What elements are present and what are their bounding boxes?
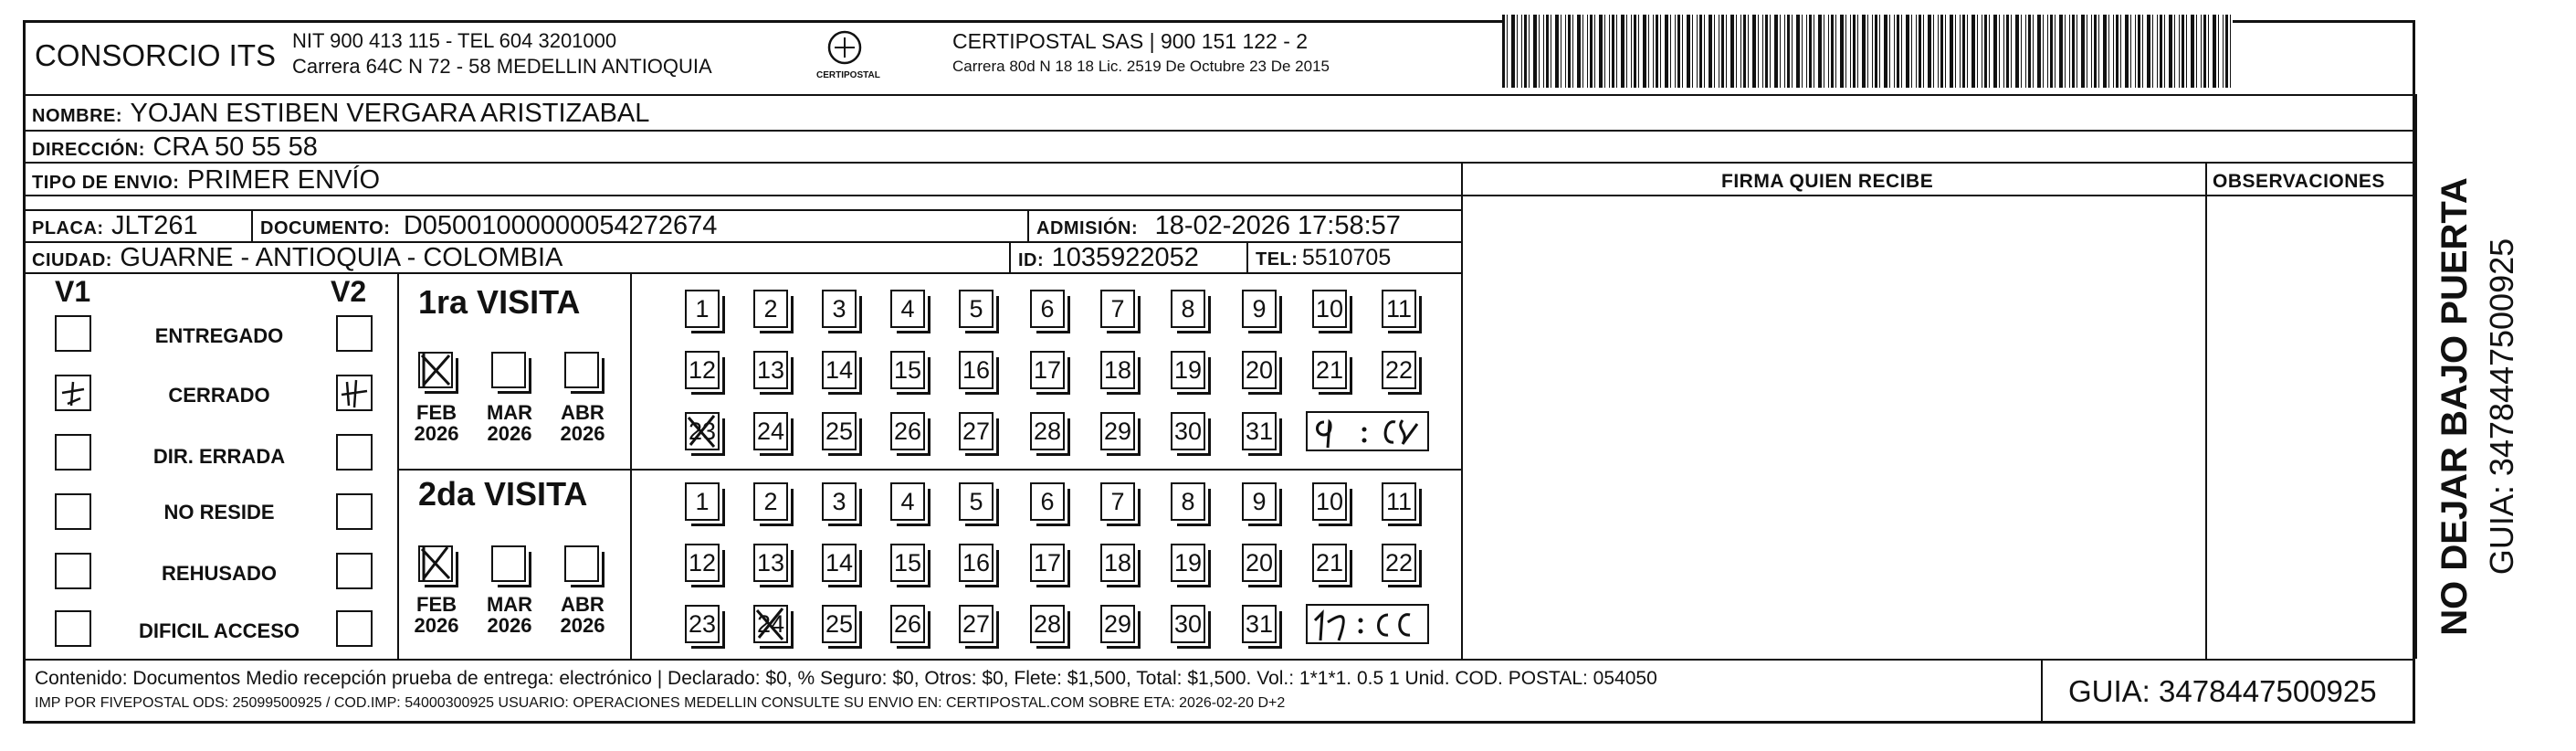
month-year: 2026: [414, 614, 459, 638]
admision-field: [1036, 213, 1401, 239]
v2-day-21[interactable]: 21: [1312, 544, 1347, 582]
tel-value: 5510705: [1301, 245, 1392, 270]
v2-checkbox-dificil-acceso[interactable]: [336, 610, 373, 647]
v1-day-7[interactable]: 7: [1100, 290, 1135, 328]
v2-day-28[interactable]: 28: [1030, 605, 1065, 643]
status-label-dificil-acceso: DIFICIL ACCESO: [138, 619, 300, 642]
status-label-rehusado: REHUSADO: [162, 562, 277, 585]
v2-day-27[interactable]: 27: [959, 605, 994, 643]
ciudad-label: CIUDAD:: [32, 250, 112, 270]
v2-header: V2: [331, 275, 367, 308]
v1-day-25[interactable]: 25: [822, 412, 857, 450]
documento-value: D05001000000054272674: [403, 211, 718, 240]
v2-day-31[interactable]: 31: [1242, 605, 1277, 643]
divider: [23, 195, 2415, 196]
status-label-dir-errada: DIR. ERRADA: [152, 445, 286, 468]
direccion-field: [32, 134, 318, 161]
v1-day-19[interactable]: 19: [1171, 351, 1205, 389]
divider: [2415, 94, 2417, 659]
footer-line1: Contenido: Documentos Medio recepción prueba de entrega: electrónico | Declarado: $0, % Seguro: $0, Otros: $0, Flete: $1,500, Total: $1,500. Vol.: 1*1*1. 0.5 1 Unid. COD. POSTAL: 054050: [35, 668, 1657, 689]
tel-field: [1256, 247, 1391, 270]
v1-day-6[interactable]: 6: [1030, 290, 1065, 328]
month-label-feb-v1: [409, 402, 464, 444]
v2-day-14[interactable]: 14: [822, 544, 857, 582]
month-box-abr-v1[interactable]: [564, 352, 599, 388]
v2-day-22[interactable]: 22: [1382, 544, 1416, 582]
v1-day-22[interactable]: 22: [1382, 351, 1416, 389]
ciudad-value: GUARNE - ANTIOQUIA - COLOMBIA: [120, 243, 563, 272]
month-year: 2026: [487, 422, 532, 446]
divider: [23, 130, 2415, 132]
v1-day-17[interactable]: 17: [1030, 351, 1065, 389]
side-guia: GUIA: 3478447500925: [2483, 238, 2520, 576]
v2-day-6[interactable]: 6: [1030, 482, 1065, 521]
month-name: ABR: [561, 401, 605, 424]
v1-day-30[interactable]: 30: [1171, 412, 1205, 450]
carrier-line2: Carrera 80d N 18 18 Lic. 2519 De Octubre 23 De 2015: [952, 58, 1330, 75]
v2-day-9[interactable]: 9: [1242, 482, 1277, 521]
side-notice: NO DEJAR BAJO PUERTA: [2434, 177, 2475, 636]
company-info-line1: NIT 900 413 115 - TEL 604 3201000: [292, 29, 617, 52]
month-label-mar-v2: [482, 594, 537, 636]
v1-day-14[interactable]: 14: [822, 351, 857, 389]
placa-field: [32, 213, 198, 239]
v1-day-29[interactable]: 29: [1100, 412, 1135, 450]
v2-checkbox-entregado[interactable]: [336, 315, 373, 352]
v2-day-24[interactable]: 24: [753, 605, 788, 643]
logo-text: CERTIPOSTAL: [816, 70, 880, 80]
v1-day-20[interactable]: 20: [1242, 351, 1277, 389]
v2-day-23[interactable]: 23: [685, 605, 720, 643]
firma-header: FIRMA QUIEN RECIBE: [1721, 171, 1934, 192]
month-year: 2026: [560, 614, 605, 638]
handwritten-time-icon: [1308, 413, 1426, 451]
handwritten-time-icon: [1308, 606, 1426, 644]
divider: [1009, 241, 1011, 272]
nombre-value: YOJAN ESTIBEN VERGARA ARISTIZABAL: [130, 99, 650, 128]
id-label: ID:: [1018, 250, 1045, 270]
v1-checkbox-dir-errada[interactable]: [55, 434, 91, 471]
v2-day-3[interactable]: 3: [822, 482, 857, 521]
v2-day-2[interactable]: 2: [753, 482, 788, 521]
v1-day-8[interactable]: 8: [1171, 290, 1205, 328]
handwritten-check-icon: [338, 376, 371, 409]
direccion-value: CRA 50 55 58: [152, 132, 318, 162]
status-label-entregado: ENTREGADO: [154, 324, 284, 347]
v1-checkbox-rehusado[interactable]: [55, 553, 91, 589]
observaciones-header: OBSERVACIONES: [2213, 171, 2385, 192]
documento-label: DOCUMENTO:: [260, 218, 391, 238]
month-label-mar-v1: [482, 402, 537, 444]
v1-day-13[interactable]: 13: [753, 351, 788, 389]
v2-day-11[interactable]: 11: [1382, 482, 1416, 521]
ciudad-field: [32, 245, 563, 271]
v1-day-5[interactable]: 5: [959, 290, 994, 328]
month-box-abr-v2[interactable]: [564, 545, 599, 582]
tipo-envio-value: PRIMER ENVÍO: [186, 165, 381, 195]
v2-checkbox-no-reside[interactable]: [336, 493, 373, 530]
handwritten-x-icon: [418, 545, 455, 582]
placa-value: JLT261: [111, 211, 198, 240]
v2-day-8[interactable]: 8: [1171, 482, 1205, 521]
month-year: 2026: [560, 422, 605, 446]
divider: [2205, 162, 2207, 659]
handwritten-x-icon: [685, 412, 720, 450]
nombre-field: [32, 100, 649, 127]
placa-label: PLACA:: [32, 218, 104, 238]
handwritten-x-icon: [418, 352, 455, 388]
v2-day-12[interactable]: 12: [685, 544, 720, 582]
footer-line2: IMP POR FIVEPOSTAL ODS: 25099500925 / COD.IMP: 54000300925 USUARIO: OPERACIONES MEDELLIN CONSULTE SU ENVIO EN: CERTIPOSTAL.COM SOBRE ETA: 2026-02-20 D+2: [35, 695, 1286, 711]
month-name: ABR: [561, 593, 605, 616]
v2-checkbox-rehusado[interactable]: [336, 553, 373, 589]
v2-day-15[interactable]: 15: [890, 544, 925, 582]
month-year: 2026: [414, 422, 459, 446]
month-label-abr-v1: [555, 402, 610, 444]
v1-checkbox-dificil-acceso[interactable]: [55, 610, 91, 647]
v1-day-1[interactable]: 1: [685, 290, 720, 328]
v2-day-5[interactable]: 5: [959, 482, 994, 521]
v2-day-13[interactable]: 13: [753, 544, 788, 582]
v1-day-2[interactable]: 2: [753, 290, 788, 328]
status-label-cerrado: CERRADO: [168, 384, 270, 407]
nombre-label: NOMBRE:: [32, 106, 123, 126]
divider: [23, 659, 2415, 661]
v1-day-3[interactable]: 3: [822, 290, 857, 328]
month-label-abr-v2: [555, 594, 610, 636]
v1-checkbox-entregado[interactable]: [55, 315, 91, 352]
v2-day-7[interactable]: 7: [1100, 482, 1135, 521]
v1-day-11[interactable]: 11: [1382, 290, 1416, 328]
v2-checkbox-dir-errada[interactable]: [336, 434, 373, 471]
v1-day-27[interactable]: 27: [959, 412, 994, 450]
month-name: FEB: [416, 401, 457, 424]
tipo-envio-label: TIPO DE ENVIO:: [32, 173, 180, 193]
month-name: MAR: [486, 401, 533, 424]
footer-guia: GUIA: 3478447500925: [2068, 674, 2377, 708]
v1-day-12[interactable]: 12: [685, 351, 720, 389]
documento-field: [260, 213, 717, 239]
v1-header: V1: [55, 275, 91, 308]
month-box-mar-v1[interactable]: [491, 352, 526, 388]
admision-value: 18-02-2026 17:58:57: [1154, 211, 1401, 240]
v1-day-23[interactable]: 23: [685, 412, 720, 450]
v1-day-15[interactable]: 15: [890, 351, 925, 389]
divider: [1027, 209, 1029, 241]
v2-day-10[interactable]: 10: [1312, 482, 1347, 521]
v1-day-21[interactable]: 21: [1312, 351, 1347, 389]
admision-label: ADMISIÓN:: [1036, 218, 1139, 238]
divider: [2041, 659, 2043, 724]
certipostal-logo: [813, 29, 880, 86]
divider: [397, 272, 399, 659]
month-name: FEB: [416, 593, 457, 616]
v2-day-18[interactable]: 18: [1100, 544, 1135, 582]
first-visit-title: 1ra VISITA: [418, 283, 581, 321]
v1-day-10[interactable]: 10: [1312, 290, 1347, 328]
divider: [1246, 241, 1248, 272]
divider: [1461, 162, 1463, 659]
divider: [23, 94, 2415, 96]
carrier-line1: CERTIPOSTAL SAS | 900 151 122 - 2: [952, 29, 1309, 53]
v1-day-9[interactable]: 9: [1242, 290, 1277, 328]
month-name: MAR: [486, 593, 533, 616]
v2-day-26[interactable]: 26: [890, 605, 925, 643]
direccion-label: DIRECCIÓN:: [32, 140, 145, 160]
month-label-feb-v2: [409, 594, 464, 636]
tel-label: TEL:: [1256, 249, 1299, 270]
v2-day-16[interactable]: 16: [959, 544, 994, 582]
handwritten-check-icon: [57, 376, 89, 409]
handwritten-x-icon: [753, 605, 788, 643]
month-box-mar-v2[interactable]: [491, 545, 526, 582]
divider: [630, 272, 632, 659]
divider: [251, 209, 253, 241]
divider: [23, 272, 1461, 274]
v2-day-1[interactable]: 1: [685, 482, 720, 521]
company-info-line2: Carrera 64C N 72 - 58 MEDELLIN ANTIOQUIA: [292, 55, 712, 78]
status-label-no-reside: NO RESIDE: [163, 501, 275, 524]
v1-day-24[interactable]: 24: [753, 412, 788, 450]
tipo-envio-field: [32, 167, 380, 194]
v1-day-16[interactable]: 16: [959, 351, 994, 389]
v2-day-17[interactable]: 17: [1030, 544, 1065, 582]
v2-day-20[interactable]: 20: [1242, 544, 1277, 582]
v2-day-30[interactable]: 30: [1171, 605, 1205, 643]
divider: [23, 162, 2415, 164]
v1-day-28[interactable]: 28: [1030, 412, 1065, 450]
company-name: CONSORCIO ITS: [35, 38, 277, 72]
id-value: 1035922052: [1051, 243, 1199, 272]
month-year: 2026: [487, 614, 532, 638]
v1-day-26[interactable]: 26: [890, 412, 925, 450]
divider: [397, 469, 1461, 471]
v2-day-4[interactable]: 4: [890, 482, 925, 521]
v2-day-29[interactable]: 29: [1100, 605, 1135, 643]
id-field: [1018, 245, 1199, 271]
barcode: [1502, 15, 2233, 88]
v1-day-31[interactable]: 31: [1242, 412, 1277, 450]
v1-day-4[interactable]: 4: [890, 290, 925, 328]
v1-checkbox-no-reside[interactable]: [55, 493, 91, 530]
second-visit-title: 2da VISITA: [418, 475, 588, 513]
v2-day-25[interactable]: 25: [822, 605, 857, 643]
v1-day-18[interactable]: 18: [1100, 351, 1135, 389]
v2-day-19[interactable]: 19: [1171, 544, 1205, 582]
